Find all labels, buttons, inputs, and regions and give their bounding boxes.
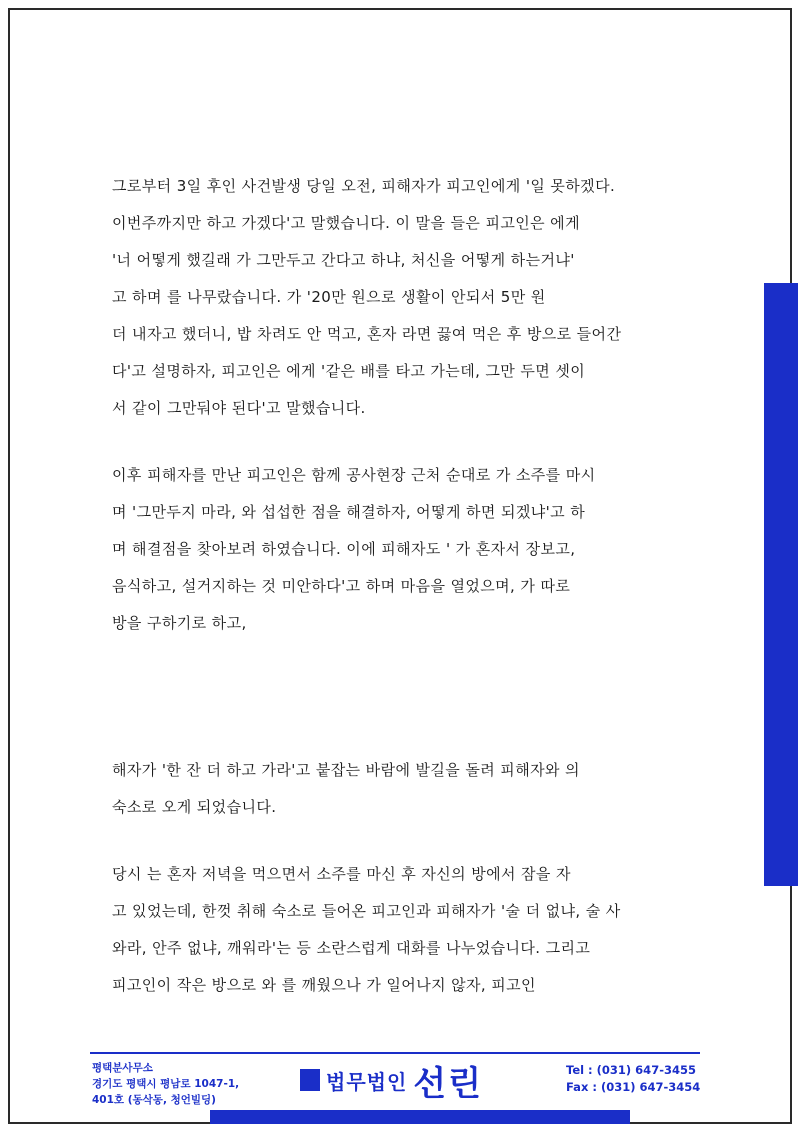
redacted-gap [112, 672, 687, 752]
text-line: 며 해결점을 찾아보려 하였습니다. 이에 피해자도 ' 가 혼자서 장보고, [112, 540, 576, 558]
fax-number: Fax : (031) 647-3454 [566, 1080, 701, 1094]
text-line: 그로부터 3일 후인 사건발생 당일 오전, 피해자가 피고인에게 '일 못하겠다. [112, 177, 616, 195]
firm-name: 선린 [413, 1063, 483, 1104]
text-line: 방을 구하기로 하고, [112, 614, 247, 632]
paragraph-4 [112, 856, 687, 1004]
logo-text: 법무법인 [326, 1069, 408, 1094]
text-line: 숙소로 오게 되었습니다. [112, 798, 277, 816]
text-line: 더 내자고 했더니, 밥 차려도 안 먹고, 혼자 라면 끓여 먹은 후 방으로 들어간 [112, 325, 622, 343]
side-accent-bar [764, 283, 798, 886]
text-line: 당시 는 혼자 저녁을 먹으면서 소주를 마신 후 자신의 방에서 잠을 자 [112, 865, 571, 883]
bottom-accent-stripe [210, 1110, 630, 1124]
tel-number: Tel : (031) 647-3455 [566, 1063, 696, 1077]
text-line: '너 어떻게 했길래 가 그만두고 간다고 하냐, 처신을 어떻게 하는거냐' [112, 251, 575, 269]
text-line: 고 있었는데, 한껏 취해 숙소로 들어온 피고인과 피해자가 '술 더 없냐, 술 사 [112, 902, 621, 920]
logo-emblem-icon [300, 1069, 320, 1091]
text-line: 음식하고, 설거지하는 것 미안하다'고 하며 마음을 열었으며, 가 따로 [112, 577, 571, 595]
text-line: 피고인이 작은 방으로 와 를 깨웠으나 가 일어나지 않자, 피고인 [112, 976, 536, 994]
text-line: 다'고 설명하자, 피고인은 에게 '같은 배를 타고 가는데, 그만 두면 셋이 [112, 362, 586, 380]
text-line: 와라, 안주 없냐, 깨워라'는 등 소란스럽게 대화를 나누었습니다. 그리고 [112, 939, 591, 957]
text-line: 이후 피해자를 만난 피고인은 함께 공사현장 근처 순대로 가 소주를 마시 [112, 466, 596, 484]
footer-office-info [92, 1060, 239, 1108]
footer-contact [566, 1062, 700, 1096]
text-line: 이번주까지만 하고 가겠다'고 말했습니다. 이 말을 들은 피고인은 에게 [112, 214, 580, 232]
text-line: 고 하며 를 나무랐습니다. 가 '20만 원으로 생활이 안되서 5만 원 [112, 288, 546, 306]
paragraph-1 [112, 168, 687, 427]
address-line-2: 401호 (동삭동, 청언빌딩) [92, 1094, 216, 1106]
paragraph-2 [112, 457, 687, 642]
office-name: 평택분사무소 [92, 1062, 153, 1074]
text-line: 며 '그만두지 마라, 와 섭섭한 점을 해결하자, 어떻게 하면 되겠냐'고 하 [112, 503, 586, 521]
text-line: 해자가 '한 잔 더 하고 가라'고 붙잡는 바람에 발길을 돌려 피해자와 의 [112, 761, 580, 779]
document-body [112, 168, 687, 1034]
firm-logo [300, 1058, 483, 1102]
address-line-1: 경기도 평택시 평남로 1047-1, [92, 1078, 240, 1090]
footer-divider [90, 1052, 700, 1054]
text-line: 서 같이 그만둬야 된다'고 말했습니다. [112, 399, 366, 417]
paragraph-3 [112, 752, 687, 826]
